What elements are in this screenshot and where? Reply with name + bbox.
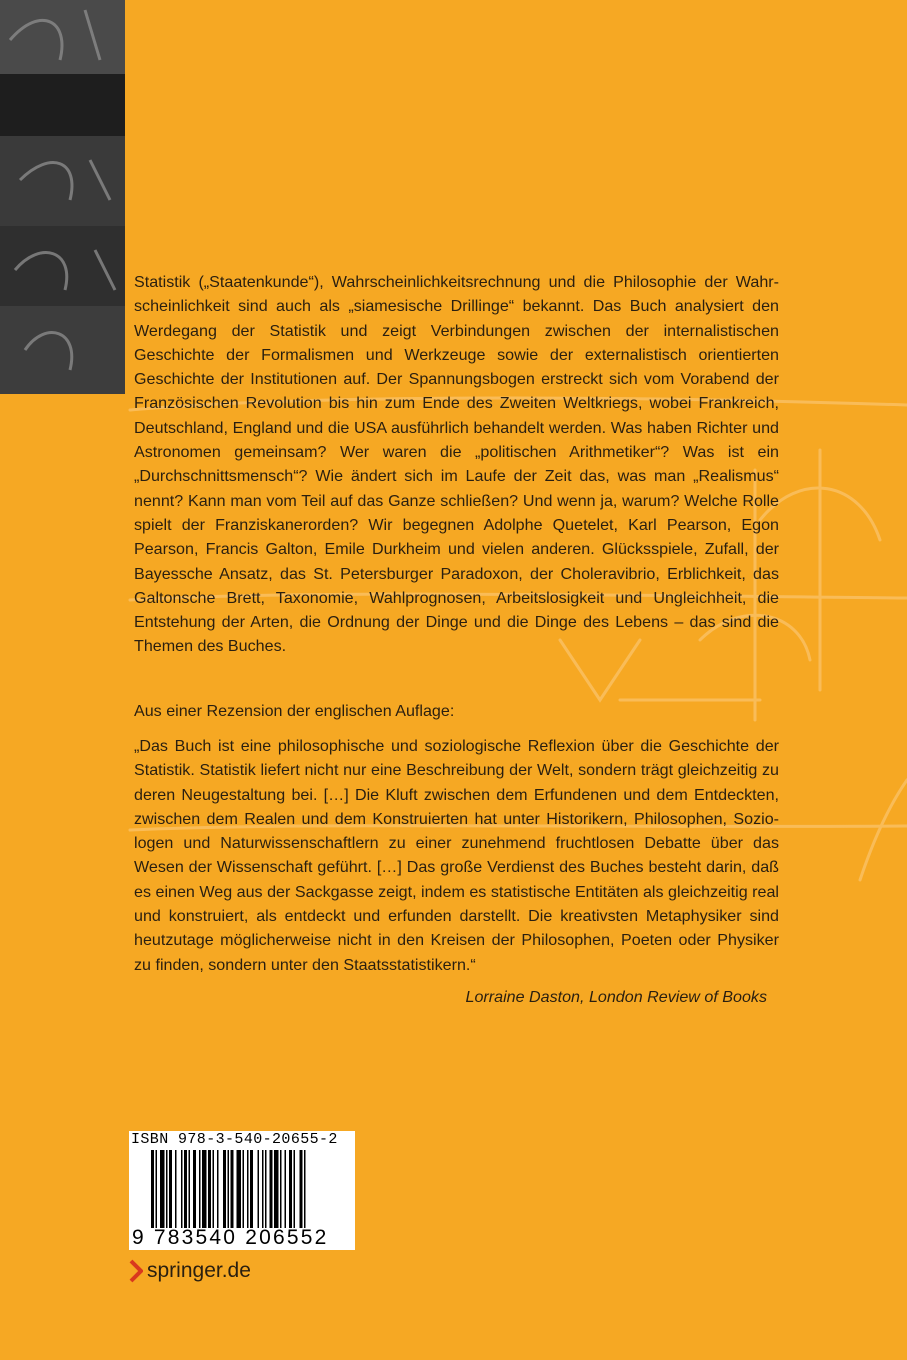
publisher-link[interactable] xyxy=(129,1258,251,1284)
review-heading: Aus einer Rezension der englischen Auflage: xyxy=(134,702,455,720)
review-quote: „Das Buch ist eine philosophische und soziologische Reflexion über die Geschichte der Statistik. Statistik liefert nicht nur eine Beschreibung der Welt, sondern trägt gleichzeitig zu deren Neugestaltung bei. […] Die Kluft zwischen dem Erfundenen und dem Entdeckten, zwischen dem Realen und dem Konstruierten hat unter Historikern, Philosophen, Soziologen und Naturwissenschaftlern zu einer zunehmend fruchtlosen Debatte über das Wesen der Wissenschaft geführt. […] Das große Verdienst des Buches besteht darin, daß es einen Weg aus der Sackgasse zeigt, indem es statistische Entitäten als gleichzeitig real und konstruiert, als entdeckt und erfunden darstellt. Die kreativsten Metaphysiker sind heutzutage möglicherweise nicht in den Kreisen der Philosophen, Poeten oder Physiker zu finden, sondern unter den Staatsstatistikern.“ xyxy=(134,737,779,974)
blurb-text: Statistik („Staatenkunde“), Wahrscheinlichkeitsrechnung und die Philosophie der Wahrscheinlichkeit sind auch als „siamesische Drillinge“ bekannt. Das Buch analysiert den Werdegang der Statistik und zeigt Verbindungen zwischen der internalistischen Geschichte der Formalismen und Werkzeuge sowie der externalistisch orientierten Geschichte der Institutionen auf. Der Spannungsbogen erstreckt sich vom Vorabend der Französischen Revolution bis hin zum Ende des Zweiten Weltkriegs, wobei Frankreich, Deutschland, England und die USA ausführlich behandelt werden. Was haben Richter und Astronomen gemeinsam? Wer waren die „politischen Arithmetiker“? Was ist ein „Durchschnittsmensch“? Wie ändert sich im Laufe der Zeit das, was man „Realismus“ nennt? Kann man vom Teil auf das Ganze schließen? Und wenn ja, warum? Welche Rolle spielt der Franziskanerorden? Wir begegnen Adolphe Quetelet, Karl Pearson, Egon Pearson, Francis Galton, Emile Durkheim und vielen anderen. Glücksspiele, Zufall, der Bayessche Ansatz, das St. Petersburger Paradoxon, der Choleravibrio, Erblichkeit, das Galtonsche Brett, Taxonomie, Wahlprognosen, Arbeitslosigkeit und Ungleichheit, die Entstehung der Arten, die Ordnung der Dinge und die Dinge des Lebens – das sind die Themen des Buches. xyxy=(134,273,779,656)
quote-attribution: Lorraine Daston, London Review of Books xyxy=(465,988,767,1006)
chevron-right-icon xyxy=(129,1259,143,1283)
isbn-barcode xyxy=(129,1131,355,1250)
publisher-url: springer.de xyxy=(147,1259,251,1282)
barcode-bars xyxy=(151,1150,347,1228)
isbn-label: ISBN 978-3-540-20655-2 xyxy=(131,1131,338,1148)
chalkboard-photo-fragments xyxy=(0,0,125,394)
photo-strip xyxy=(0,0,125,394)
ean-digits: 9 783540 206552 xyxy=(132,1226,329,1249)
